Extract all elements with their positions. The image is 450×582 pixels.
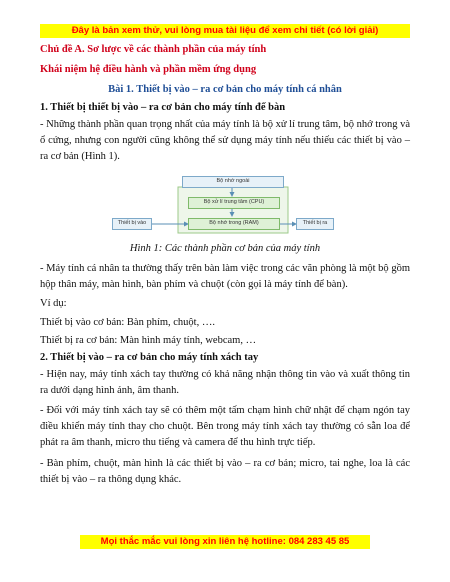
topic-heading: Chủ đề A. Sơ lược về các thành phần của máy tính: [40, 44, 267, 55]
example-label: Ví dụ:: [40, 298, 67, 309]
computer-components-diagram: [112, 173, 334, 238]
subtopic-heading: Khái niệm hệ điều hành và phần mềm ứng dụng: [40, 64, 257, 75]
example-output: Thiết bị ra cơ bản: Màn hình máy tính, webcam, …: [40, 335, 257, 346]
hotline-banner: Mọi thắc mắc vui lòng xin liên hệ hotline: 084 283 45 85: [80, 535, 370, 549]
section1-paragraph: - Những thành phần quan trọng nhất của máy tính là bộ xử lí trung tâm, bộ nhớ trong và ổ cứng, nhưng con người cũng không thể sử dụng máy tính nếu thiếu các thiết bị vào – ra cơ bản (Hình 1).: [40, 119, 410, 162]
section1-heading: 1. Thiết bị thiết bị vào – ra cơ bản cho máy tính để bàn: [40, 102, 286, 113]
external-memory-box: Bộ nhớ ngoài: [182, 176, 284, 188]
lesson-title: Bài 1. Thiết bị vào – ra cơ bản cho máy tính cá nhân: [108, 84, 342, 95]
section2-paragraph-1: - Hiện nay, máy tính xách tay thường có khả năng nhận thông tin vào và xuất thông tin ra dưới dạng hình ảnh, âm thanh.: [40, 369, 410, 396]
section2-paragraph-2: - Đối với máy tính xách tay sẽ có thêm một tấm chạm hình chữ nhật để chạm ngón tay điều khiển máy tính thay cho chuột. Bên trong máy tính xách tay thường có sẵn loa để phát ra âm thanh, micro thu tiếng và camera để thu hình trực tiếp.: [40, 405, 410, 448]
section2-paragraph-3: - Bàn phím, chuột, màn hình là các thiết bị vào – ra cơ bản; micro, tai nghe, loa là các thiết bị vào – ra thông dụng khác.: [40, 458, 410, 485]
cpu-box: Bộ xử lí trung tâm (CPU): [188, 197, 280, 209]
figure-caption: Hình 1: Các thành phần cơ bản của máy tính: [129, 243, 321, 254]
input-device-box: Thiết bị vào: [112, 218, 152, 230]
ram-box: Bộ nhớ trong (RAM): [188, 218, 280, 230]
example-input: Thiết bị vào cơ bản: Bàn phím, chuột, ….: [40, 317, 215, 328]
output-device-box: Thiết bị ra: [296, 218, 334, 230]
section2-heading: 2. Thiết bị vào – ra cơ bản cho máy tính xách tay: [40, 352, 259, 363]
desktop-paragraph: - Máy tính cá nhân ta thường thấy trên bàn làm việc trong các văn phòng là một bộ gồm hộp thân máy, màn hình, bàn phím và chuột (còn gọi là máy tính để bàn).: [40, 263, 410, 290]
preview-banner: Đây là bản xem thử, vui lòng mua tài liệu để xem chi tiết (có lời giải): [40, 24, 410, 38]
